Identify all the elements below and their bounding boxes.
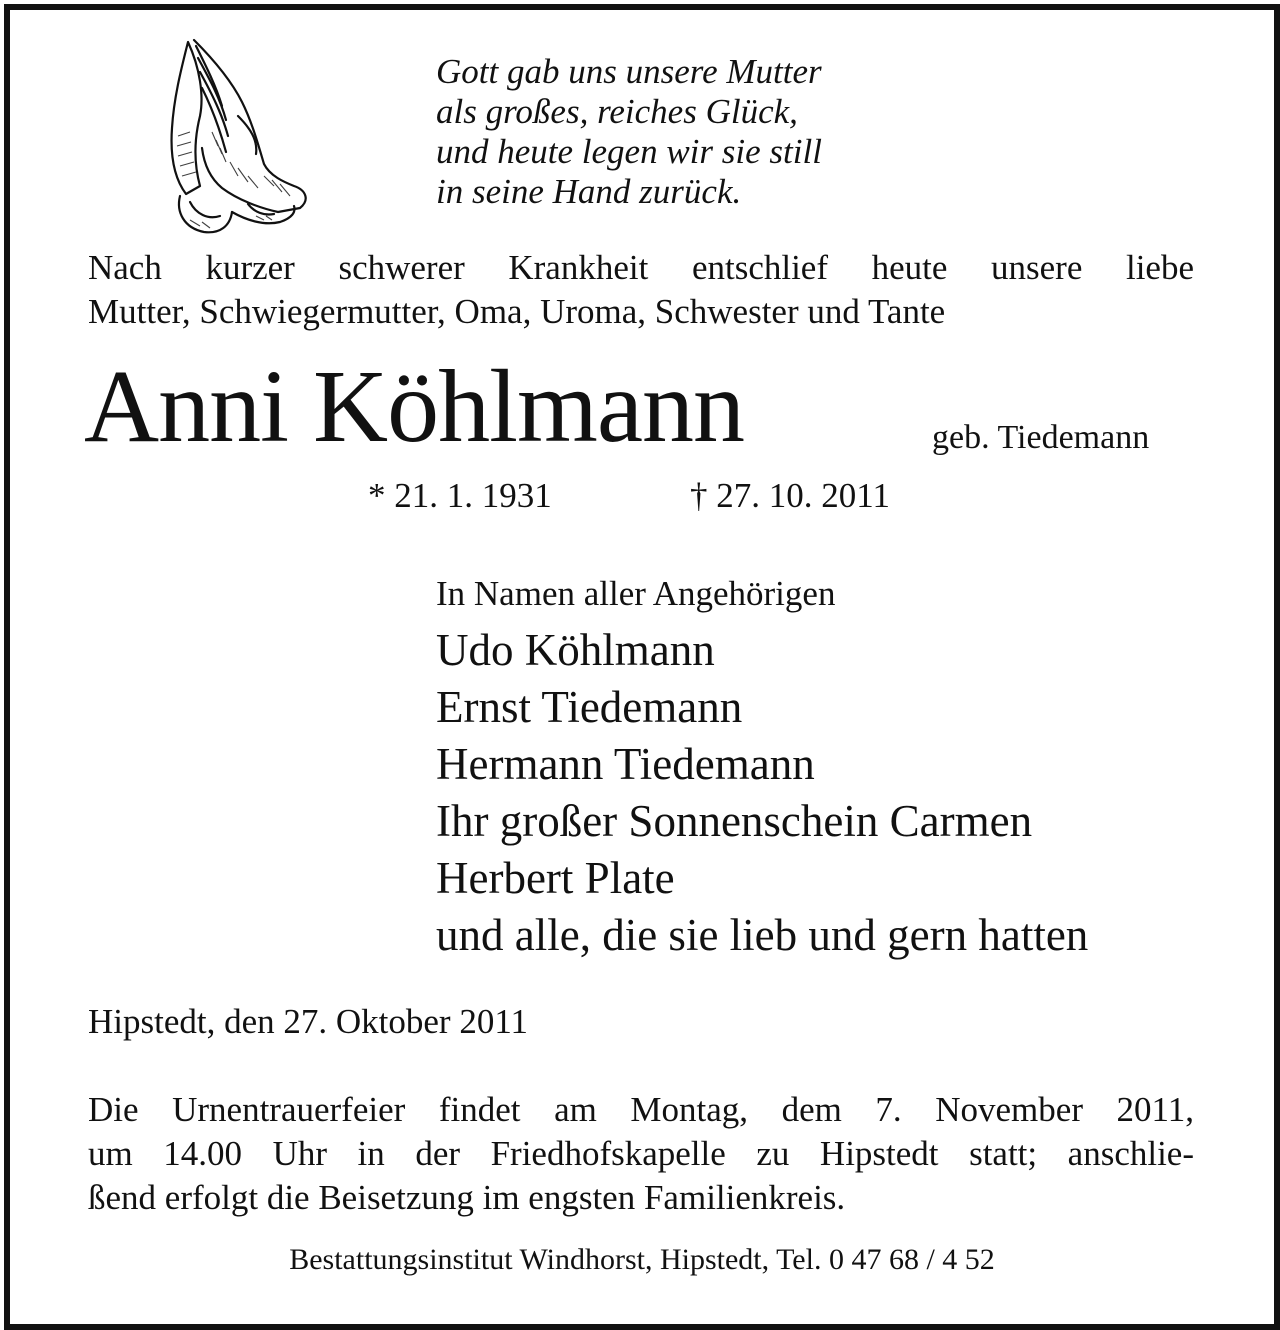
funeral-home-credit: Bestattungsinstitut Windhorst, Hipstedt, Tel. 0 47 68 / 4 52: [289, 1243, 995, 1276]
relative-name: und alle, die sie lieb und gern hatten: [436, 910, 1089, 960]
relative-name: Ihr großer Sonnenschein Carmen: [436, 796, 1033, 846]
verse-line: als großes, reiches Glück,: [436, 92, 798, 131]
deceased-name: Anni Köhlmann: [84, 349, 745, 464]
maiden-name: geb. Tiedemann: [932, 419, 1150, 456]
relative-name: Hermann Tiedemann: [436, 739, 815, 789]
relative-name: Udo Köhlmann: [436, 625, 715, 675]
verse-line: Gott gab uns unsere Mutter: [436, 52, 822, 91]
ceremony-line: ßend erfolgt die Beisetzung im engsten Familienkreis.: [88, 1178, 846, 1217]
praying-hands-icon: [160, 36, 320, 236]
ceremony-line: um 14.00 Uhr in der Friedhofskapelle zu Hipstedt statt; anschlie-: [88, 1134, 1194, 1173]
verse-line: in seine Hand zurück.: [436, 172, 742, 211]
ceremony-line: Die Urnentrauerfeier findet am Montag, dem 7. November 2011,: [88, 1090, 1194, 1129]
relative-name: Ernst Tiedemann: [436, 682, 743, 732]
relatives-heading: In Namen aller Angehörigen: [436, 574, 836, 613]
intro-line: Mutter, Schwiegermutter, Oma, Uroma, Schwester und Tante: [88, 292, 946, 331]
relative-name: Herbert Plate: [436, 853, 675, 903]
birth-date: * 21. 1. 1931: [368, 476, 552, 515]
memorial-verse: [436, 52, 822, 212]
place-and-date: Hipstedt, den 27. Oktober 2011: [88, 1002, 529, 1041]
death-date: † 27. 10. 2011: [690, 476, 890, 515]
intro-line: Nach kurzer schwerer Krankheit entschlief heute unsere liebe: [88, 248, 1194, 287]
ceremony-notice: [88, 1088, 1194, 1220]
relatives-list: [436, 622, 1088, 964]
death-announcement-text: [88, 246, 1194, 334]
verse-line: und heute legen wir sie still: [436, 132, 822, 171]
